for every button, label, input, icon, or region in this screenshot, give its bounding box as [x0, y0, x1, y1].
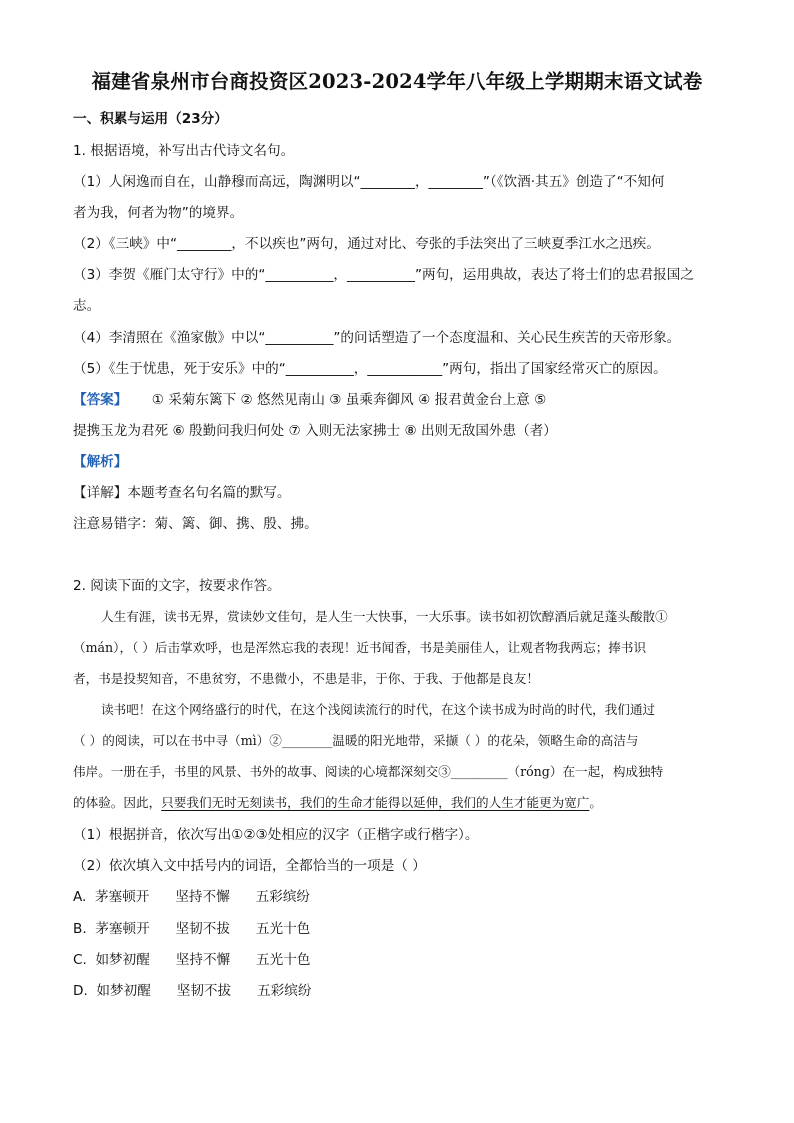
q1-line-1b: 者为我，何者为物”的境界。	[73, 205, 244, 221]
section-heading: 一、积累与运用（23分）	[73, 111, 228, 127]
answer-tag: 【答案】	[73, 392, 128, 408]
passage-text: 的体验。因此，	[73, 795, 162, 810]
sub-question-1: （1）根据拼音，依次写出①②③处相应的汉字（正楷字或行楷字）。	[73, 827, 479, 843]
answer-row-1	[73, 391, 546, 409]
option-c[interactable]: C. 如梦初醒 坚持不懈 五光十色	[73, 952, 311, 968]
passage-line: 者，书是投契知音，不患贫穷，不患微小，不患是非，于你、于我、于他都是良友！	[73, 671, 539, 686]
q1-line-3b: 志。	[73, 298, 101, 314]
answer-text-2: 提携玉龙为君死 ⑥ 殷勤问我归何处 ⑦ 入则无法家拂士 ⑧ 出则无敌国外患（者）	[73, 423, 557, 439]
detail-text: 【详解】本题考查名句名篇的默写。	[73, 485, 291, 501]
q1-line-1a: （1）人闲逸而自在，山静穆而高远，陶渊明以“________，________”（《饮酒·其五》创造了“不知何	[73, 174, 665, 190]
question-2-stem: 2. 阅读下面的文字，按要求作答。	[73, 578, 281, 594]
q1-line-4: （4）李清照在《渔家傲》中以“__________”的问话塑造了一个态度温和、关心民生疾苦的天帝形象。	[73, 330, 681, 346]
q1-line-2: （2）《三峡》中“________，不以疾也”两句，通过对比、夸张的手法突出了三峡夏季江水之迅疾。	[73, 236, 660, 252]
passage-line: 人生有涯，读书无界，赏读妙文佳句，是人生一大快事，一大乐事。读书如初饮醇酒后就足蓬头酸散①	[101, 609, 668, 624]
underlined-sentence: 只要我们无时无刻读书，我们的生命才能得以延伸，我们的人生才能更为宽广	[161, 795, 590, 810]
analysis-tag: 【解析】	[73, 454, 128, 470]
option-d[interactable]: D. 如梦初醒 坚韧不拔 五彩缤纷	[73, 983, 312, 999]
option-a[interactable]: A. 茅塞顿开 坚持不懈 五彩缤纷	[73, 889, 311, 905]
passage-line	[73, 794, 602, 812]
note-text: 注意易错字：菊、篱、御、携、殷、拂。	[73, 516, 318, 532]
q1-line-5: （5）《生于忧患，死于安乐》中的“__________，___________”两句，指出了国家经常灭亡的原因。	[73, 361, 667, 377]
passage-line: 伟岸。一册在手，书里的风景、书外的故事、阅读的心境都深刻交③_________（róng）在一起，构成独特	[73, 764, 664, 779]
question-1-stem: 1. 根据语境，补写出古代诗文名句。	[73, 143, 295, 159]
option-b[interactable]: B. 茅塞顿开 坚韧不拔 五光十色	[73, 921, 311, 937]
sub-question-2: （2）依次填入文中括号内的词语，全都恰当的一项是（ ）	[73, 858, 426, 874]
passage-line: （ ）的阅读，可以在书中寻（mì）②________温暖的阳光地带，采撷（ ）的花朵，领略生命的高洁与	[73, 733, 639, 748]
passage-text: 。	[589, 795, 602, 810]
passage-line: （mán），（ ）后击掌欢呼，也是浑然忘我的表现！近书闻香，书是美丽佳人，让观者物我两忘；捧书识	[73, 640, 647, 655]
passage-line: 读书吧！在这个网络盛行的时代，在这个浅阅读流行的时代，在这个读书成为时尚的时代，我们通过	[101, 702, 656, 717]
answer-text-1: ① 采菊东篱下 ② 悠然见南山 ③ 虽乘奔御风 ④ 报君黄金台上意 ⑤	[151, 392, 547, 408]
page-title: 福建省泉州市台商投资区2023-2024学年八年级上学期期末语文试卷	[91, 70, 703, 93]
q1-line-3a: （3）李贺《雁门太守行》中的“__________，__________”两句，运用典故，表达了将士们的忠君报国之	[73, 267, 694, 283]
